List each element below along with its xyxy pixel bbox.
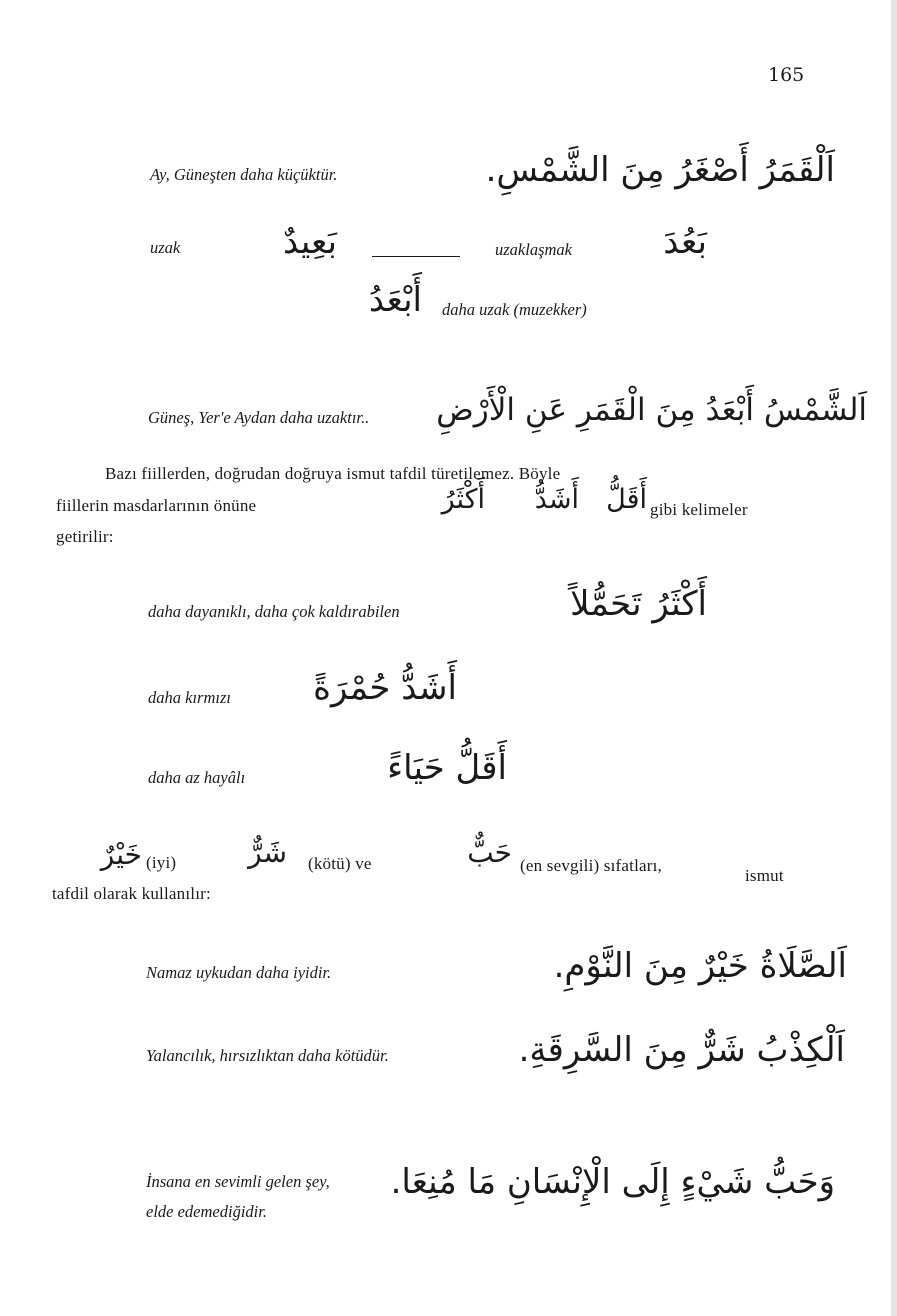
row4-translation: Güneş, Yer'e Aydan daha uzaktır.. (148, 408, 370, 427)
example3-arabic: أَقَلُّ حَيَاءً (387, 748, 507, 788)
paragraph2-word-kotu: (kötü) ve (308, 854, 372, 873)
example2-translation: daha kırmızı (148, 688, 231, 707)
row1-arabic: اَلْقَمَرُ أَصْغَرُ مِنَ الشَّمْسِ. (485, 150, 835, 190)
row2-translation-left: uzak (150, 238, 181, 257)
paragraph2-word-ismut: ismut (745, 866, 784, 885)
row2-arabic-left: بَعِيدٌ (283, 222, 337, 262)
paragraph2-word-iyi: (iyi) (146, 853, 177, 872)
paragraph1-line3: getirilir: (56, 527, 114, 546)
example4-translation: Namaz uykudan daha iyidir. (146, 963, 332, 982)
page-edge (891, 0, 897, 1316)
example5-arabic: اَلْكِذْبُ شَرٌّ مِنَ السَّرِقَةِ. (518, 1030, 845, 1070)
paragraph1-arabic-ashadd: أَشَدُّ (534, 484, 579, 515)
paragraph2-word-sevgili: (en sevgili) sıfatları, (520, 856, 662, 875)
separator-dash (372, 256, 460, 257)
paragraph1-line2-end: gibi kelimeler (650, 500, 748, 519)
paragraph2-arabic-sharr: شَرٌّ (248, 836, 287, 869)
paragraph2-arabic-khayr: خَيْرٌ (100, 838, 142, 871)
example2-arabic: أَشَدُّ حُمْرَةً (313, 668, 457, 708)
example5-translation: Yalancılık, hırsızlıktan daha kötüdür. (146, 1046, 389, 1065)
row2-translation-right: uzaklaşmak (495, 240, 572, 259)
page-number: 165 (768, 64, 805, 86)
row4-arabic: اَلشَّمْسُ أَبْعَدُ مِنَ الْقَمَرِ عَنِ الْأَرْضِ (436, 392, 867, 428)
example6-translation-line2: elde edemediğidir. (146, 1202, 267, 1221)
paragraph2-line2: tafdil olarak kullanılır: (52, 884, 211, 903)
paragraph1-line2: fiillerin masdarlarının önüne (56, 496, 257, 515)
paragraph1-arabic-aqall: أَقَلُّ (606, 484, 647, 515)
paragraph1-arabic-aksar: أَكْثَرُ (441, 484, 485, 515)
row1-translation: Ay, Güneşten daha küçüktür. (150, 165, 338, 184)
row3-arabic: أَبْعَدُ (368, 280, 422, 320)
example4-arabic: اَلصَّلَاةُ خَيْرٌ مِنَ النَّوْمِ. (553, 946, 847, 986)
row2-arabic-right: بَعُدَ (663, 222, 707, 262)
example6-translation-line1: İnsana en sevimli gelen şey, (146, 1172, 330, 1191)
example6-arabic: وَحَبُّ شَيْءٍ إِلَى الْإِنْسَانِ مَا مُنِعَا. (390, 1162, 835, 1202)
example3-translation: daha az hayâlı (148, 768, 246, 787)
paragraph2-arabic-habb: حَبٌّ (467, 836, 512, 869)
paragraph1-line1: Bazı fiillerden, doğrudan doğruya ismut tafdil türetilemez. Böyle (105, 464, 561, 483)
example1-translation: daha dayanıklı, daha çok kaldırabilen (148, 602, 400, 621)
row3-translation: daha uzak (muzekker) (442, 300, 587, 319)
example1-arabic: أَكْثَرُ تَحَمُّلاً (570, 584, 707, 624)
